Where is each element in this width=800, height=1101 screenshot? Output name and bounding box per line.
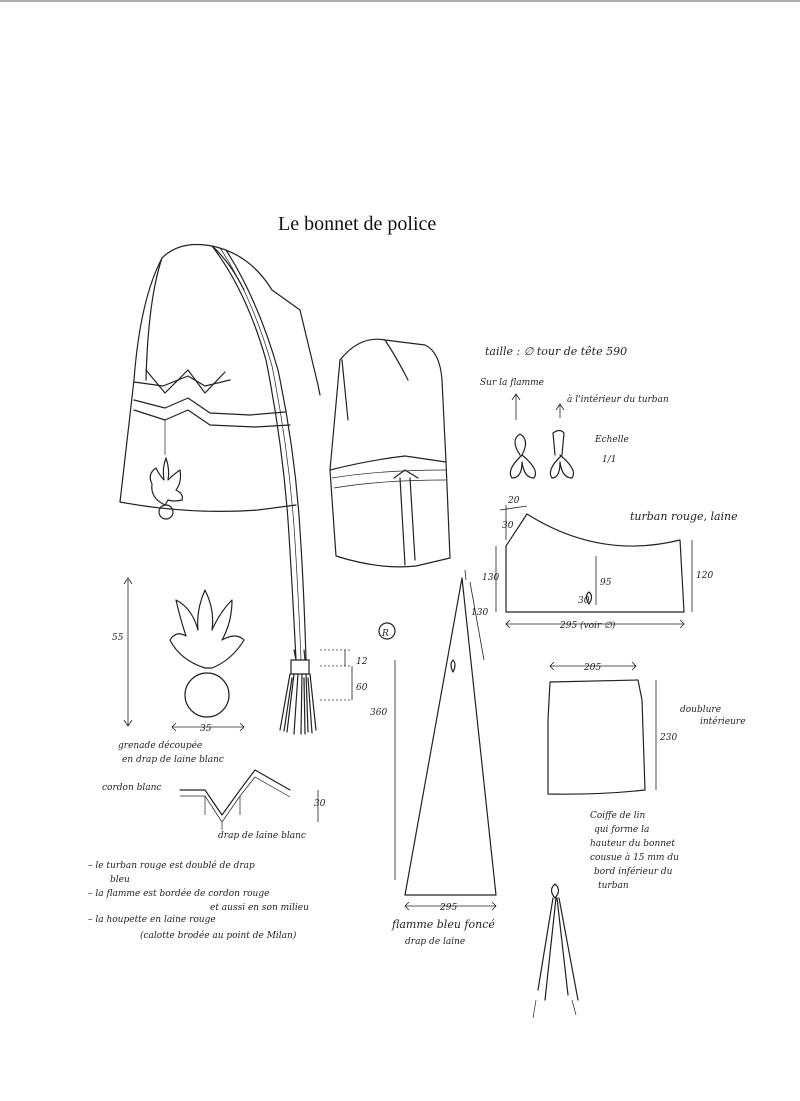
note-line-4: et aussi en son milieu xyxy=(210,903,309,913)
bonnet-front-view xyxy=(330,339,450,567)
coiffe-note xyxy=(590,811,679,891)
size-note: taille : ∅ tour de tête 590 xyxy=(485,345,628,358)
scale-value: 1/1 xyxy=(602,455,617,465)
flamme-pattern xyxy=(370,570,496,913)
flamme-dim-130: 130 xyxy=(471,608,489,618)
turban-dim-120: 120 xyxy=(696,571,714,581)
grenade-flame-icon xyxy=(170,590,244,668)
turban-dim-130: 130 xyxy=(482,573,500,583)
turban-dim-20: 20 xyxy=(508,496,520,506)
turban-dim-30b: 30 xyxy=(578,596,590,606)
cordon-label: cordon blanc xyxy=(102,783,162,793)
registered-mark-letter: R xyxy=(382,629,389,639)
note-line-3: – la flamme est bordée de cordon rouge xyxy=(88,889,270,899)
tassel-dim-12: 12 xyxy=(356,657,368,667)
turban-label: turban rouge, laine xyxy=(630,510,738,523)
doublure-dim-width: 205 xyxy=(584,663,602,673)
doublure-dim-height: 230 xyxy=(660,733,678,743)
loop-symbols-icon xyxy=(510,431,573,479)
page-title: Le bonnet de police xyxy=(278,213,437,235)
grenade-label-1: grenade découpée xyxy=(118,741,203,751)
flamme-dim-360: 360 xyxy=(370,708,388,718)
registered-mark-icon xyxy=(379,623,395,639)
grenade-ball-icon xyxy=(185,673,229,717)
doublure-label-1: doublure xyxy=(680,705,722,715)
note-line-1: – le turban rouge est doublé de drap xyxy=(88,861,255,871)
arrow-flamme xyxy=(512,394,520,420)
grenade-dim-height: 55 xyxy=(112,633,124,643)
grenade-pattern xyxy=(112,578,244,734)
hanging-cord xyxy=(533,884,578,1018)
coiffe-line-2: qui forme la xyxy=(594,825,650,835)
note-line-2: bleu xyxy=(110,875,130,885)
grenade-dim-width: 35 xyxy=(200,724,212,734)
doublure-pattern xyxy=(548,662,677,794)
scale-label: Echelle xyxy=(595,435,629,445)
tassel-dim-60: 60 xyxy=(356,683,368,693)
coiffe-line-3: hauteur du bonnet xyxy=(590,839,675,849)
drap-label: drap de laine blanc xyxy=(218,831,306,841)
coiffe-line-1: Coiffe de lin xyxy=(590,811,646,821)
arrow-label-turban: à l'intérieur du turban xyxy=(567,395,669,405)
coiffe-line-4: cousue à 15 mm du xyxy=(590,853,679,863)
turban-dim-width: 295 (voir ∅) xyxy=(560,621,616,631)
coiffe-line-5: bord inférieur du xyxy=(594,867,673,877)
doublure-label-2: intérieure xyxy=(700,717,746,727)
turban-dim-30: 30 xyxy=(502,521,514,531)
coiffe-line-6: turban xyxy=(598,881,629,891)
flamme-dim-width: 295 xyxy=(440,903,458,913)
grenade-label-2: en drap de laine blanc xyxy=(122,755,224,765)
note-line-6: (calotte brodée au point de Milan) xyxy=(140,931,297,941)
tassel-houpette xyxy=(280,650,368,734)
cordon-detail xyxy=(180,770,326,830)
flamme-loop-mark xyxy=(451,660,455,672)
flamme-label-2: drap de laine xyxy=(405,937,466,947)
turban-dim-95: 95 xyxy=(600,578,612,588)
notes-list xyxy=(88,860,309,941)
flamme-label-1: flamme bleu foncé xyxy=(392,918,495,931)
note-line-5: – la houpette en laine rouge xyxy=(88,915,216,925)
arrow-label-flamme: Sur la flamme xyxy=(480,378,544,388)
cordon-dim: 30 xyxy=(314,799,326,809)
bonnet-side-view xyxy=(120,245,320,661)
arrow-turban xyxy=(556,404,564,418)
